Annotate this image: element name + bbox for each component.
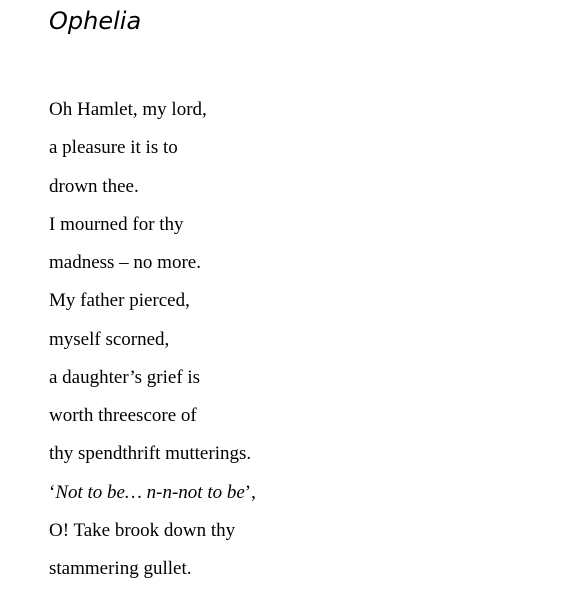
poem-line: I mourned for thy <box>49 213 184 235</box>
poem-line: worth threescore of <box>49 405 197 426</box>
poem-line: myself scorned, <box>49 328 170 350</box>
poem-title: Ophelia <box>49 7 142 35</box>
poem-line: madness – no more. <box>49 252 201 273</box>
close-quote: ’, <box>244 481 256 503</box>
poem-line: stammering gullet. <box>49 558 192 579</box>
poem-line: drown thee. <box>49 175 139 197</box>
poem-line-quoted <box>49 480 256 518</box>
poem-body <box>49 97 256 594</box>
poem-line: thy spendthrift mutterings. <box>49 443 252 465</box>
open-quote: ‘ <box>49 481 56 503</box>
poem-line: Oh Hamlet, my lord, <box>49 99 207 120</box>
quoted-text: Not to be… n-n-not to be <box>55 481 245 503</box>
poem-line: a pleasure it is to <box>49 137 178 159</box>
poem-line: O! Take brook down thy <box>49 519 236 541</box>
poem-line: a daughter’s grief is <box>49 366 201 388</box>
poem-line: My father pierced, <box>49 290 190 312</box>
